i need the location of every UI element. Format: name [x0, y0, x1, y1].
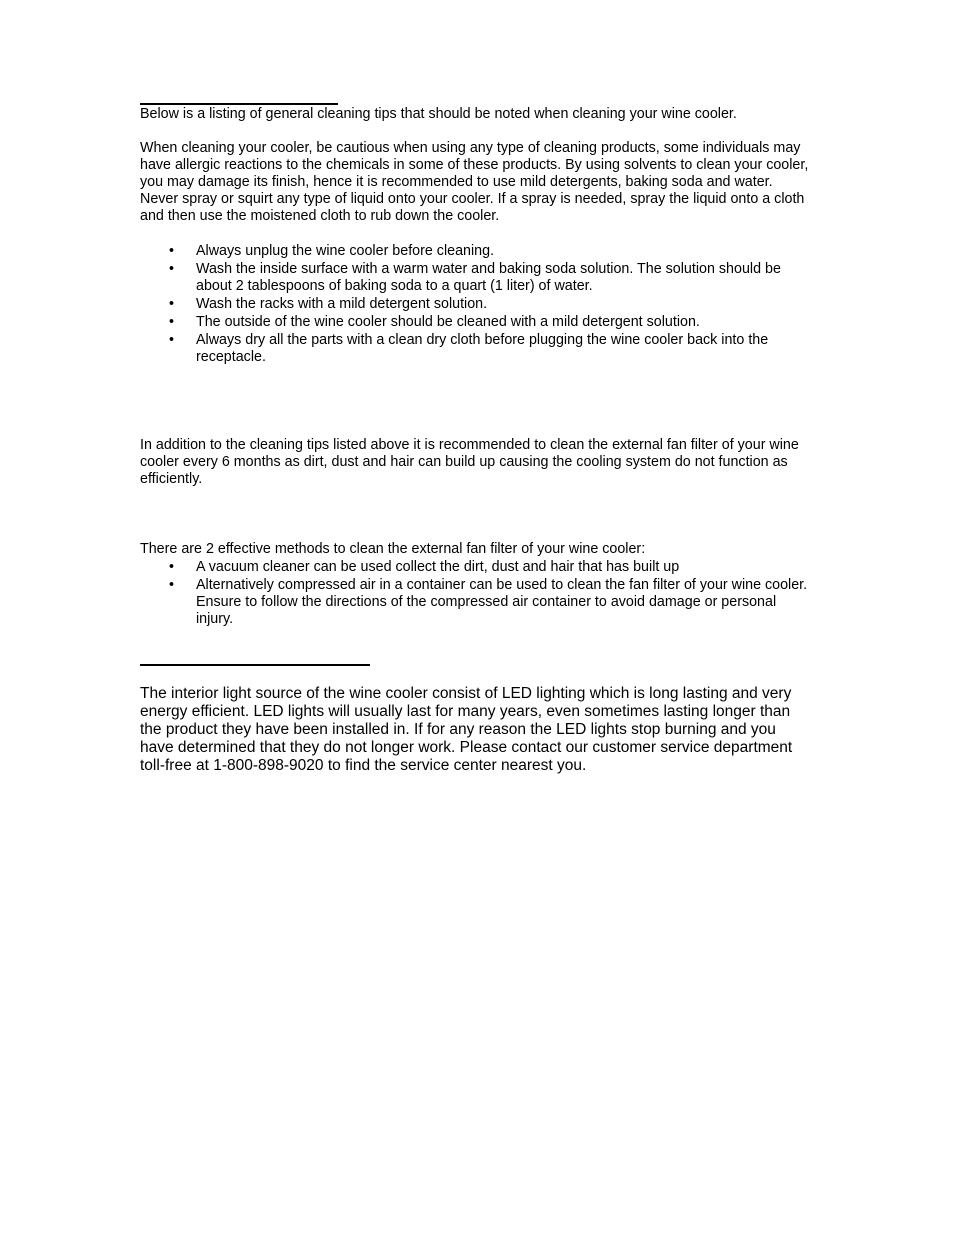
bullet-icon: •	[169, 332, 175, 348]
cleaning-caution: When cleaning your cooler, be cautious when using any type of cleaning products, some individuals may have allergic reactions to the chemicals in some of these products. By using solvents to clean your cooler, you may damage its finish, hence it is recommended to use mild detergents, baking soda and water. Never spray or squirt any type of liquid onto your cooler. If a spray is needed, spray the liquid onto a cloth and then use the moistened cloth to rub down the cooler.	[140, 140, 809, 224]
bullet-icon: •	[169, 261, 175, 277]
methods-intro: There are 2 effective methods to clean the external fan filter of your wine cooler:	[140, 541, 646, 557]
fan-filter-intro: In addition to the cleaning tips listed above it is recommended to clean the external fan filter of your wine cooler every 6 months as dirt, dust and hair can build up causing the cooling system do not function as efficiently.	[140, 437, 799, 487]
bullet-icon: •	[169, 577, 175, 593]
methods-list	[140, 559, 810, 628]
cleaning-tips-list	[140, 243, 810, 366]
list-item: • A vacuum cleaner can be used collect the dirt, dust and hair that has built up	[169, 559, 680, 575]
list-item: • Alternatively compressed air in a container can be used to clean the fan filter of your wine cooler. Ensure to follow the directions of the compressed air container to avoid damage or personal injury.	[169, 577, 808, 627]
bullet-icon: •	[169, 243, 175, 259]
bullet-icon: •	[169, 296, 175, 312]
cleaning-intro: Below is a listing of general cleaning tips that should be noted when cleaning your wine cooler.	[140, 106, 737, 122]
list-item: • Wash the inside surface with a warm water and baking soda solution. The solution should be about 2 tablespoons of baking soda to a quart (1 liter) of water.	[169, 261, 781, 294]
list-item: • Always unplug the wine cooler before cleaning.	[169, 243, 495, 259]
list-item: • Wash the racks with a mild detergent solution.	[169, 296, 488, 312]
bullet-icon: •	[169, 559, 175, 575]
list-item: • The outside of the wine cooler should be cleaned with a mild detergent solution.	[169, 314, 700, 330]
list-item: • Always dry all the parts with a clean dry cloth before plugging the wine cooler back into the receptacle.	[169, 332, 769, 365]
section-rule-cleaning	[140, 103, 338, 105]
led-lighting-text: The interior light source of the wine cooler consist of LED lighting which is long lasting and very energy efficient. LED lights will usually last for many years, even sometimes lasting longer than the product they have been installed in. If for any reason the LED lights stop burning and you have determined that they do not longer work. Please contact our customer service department toll-free at 1-800-898-9020 to find the service center nearest you.	[140, 685, 793, 774]
bullet-icon: •	[169, 314, 175, 330]
section-rule-led	[140, 664, 370, 666]
